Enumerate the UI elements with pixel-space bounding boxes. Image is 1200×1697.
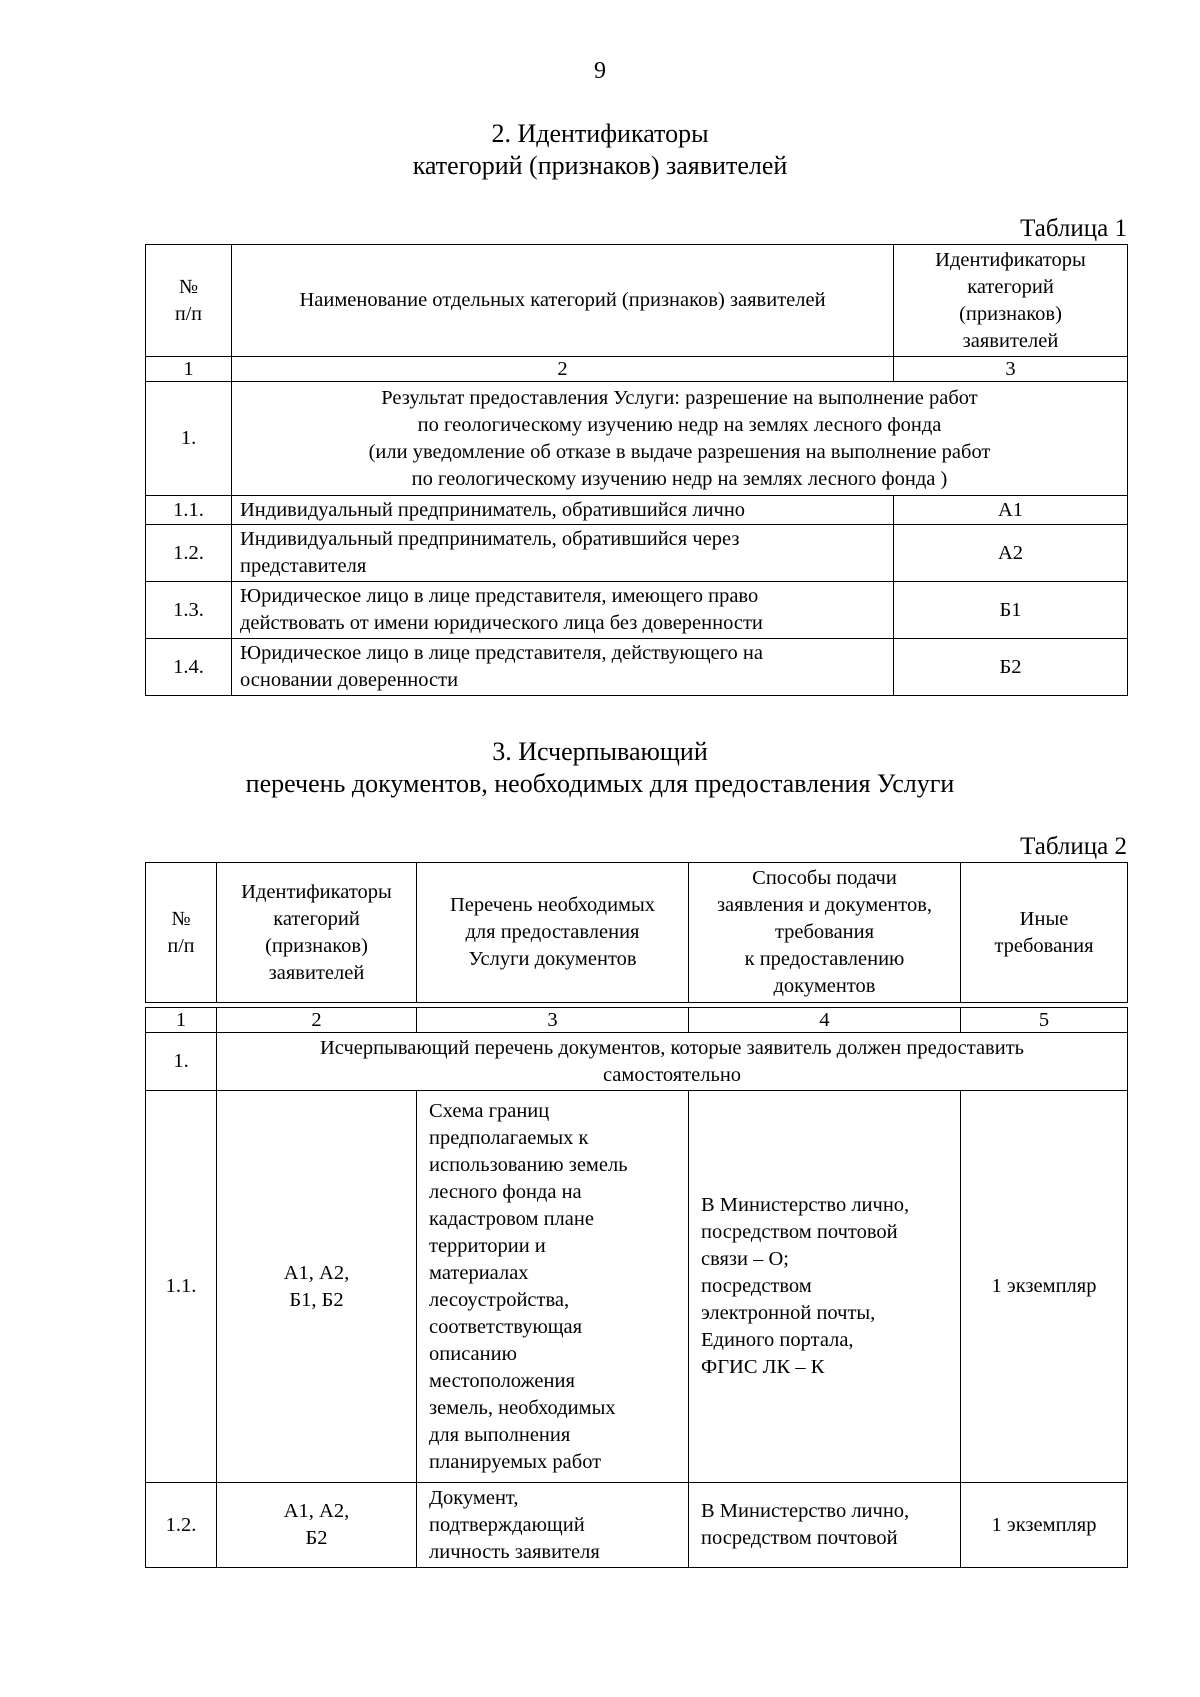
row-id: А1 <box>894 496 1128 525</box>
row-name-line: Индивидуальный предприниматель, обратившийся лично <box>240 498 746 521</box>
row-name-line: представителя <box>240 555 367 577</box>
row-method-line: связи – О; <box>701 1248 790 1270</box>
table-1-col-numbers-row <box>146 357 1128 382</box>
table-1-header-row <box>146 245 1128 357</box>
header-line: категорий <box>273 907 360 930</box>
table-1-header-num <box>146 245 232 357</box>
row-method-line: ФГИС ЛК – К <box>701 1356 825 1378</box>
group-num: 1. <box>146 1033 217 1091</box>
row-methods <box>689 1483 961 1568</box>
row-ids-line: Б2 <box>305 1527 328 1549</box>
group-text-line: Исчерпывающий перечень документов, которые заявитель должен предоставить <box>319 1036 1025 1059</box>
row-name-line: Юридическое лицо в лице представителя, имеющего право <box>240 585 759 607</box>
row-id: Б1 <box>894 582 1128 639</box>
table-1-header-id <box>894 245 1128 357</box>
row-doc-line: личность заявителя <box>429 1540 600 1563</box>
header-line: заявителей <box>962 329 1059 352</box>
table-2-header-other <box>961 863 1128 1003</box>
group-text <box>217 1033 1128 1091</box>
col-number: 3 <box>417 1008 689 1033</box>
col-number: 2 <box>232 357 894 382</box>
page-number: 9 <box>594 58 606 84</box>
section-2-title-line: 2. Идентификаторы <box>491 119 709 148</box>
group-text-line: самостоятельно <box>602 1063 742 1086</box>
header-line: п/п <box>167 934 195 957</box>
table-2 <box>145 862 1128 1568</box>
header-line: требования <box>994 934 1094 957</box>
section-2-title <box>0 118 1200 182</box>
row-doc-line: предполагаемых к <box>429 1126 589 1149</box>
row-ids-line: А1, А2, <box>283 1500 350 1522</box>
header-line: Идентификаторы <box>241 880 392 903</box>
table-2-header-docs <box>417 863 689 1003</box>
col-number: 2 <box>217 1008 417 1033</box>
header-line: для предоставления <box>465 921 640 943</box>
table-row <box>146 582 1128 639</box>
row-docs <box>417 1483 689 1568</box>
header-line: Услуги документов <box>468 948 637 970</box>
col-number: 4 <box>689 1008 961 1033</box>
row-method-line: Единого портала, <box>701 1329 854 1351</box>
row-num: 1.2. <box>146 525 232 582</box>
row-name <box>232 639 894 696</box>
row-doc-line: подтверждающий <box>429 1513 585 1536</box>
row-other: 1 экземпляр <box>961 1483 1128 1568</box>
row-num: 1.2. <box>146 1483 217 1568</box>
row-method-line: В Министерство лично, <box>701 1194 910 1216</box>
row-doc-line: использованию земель <box>429 1153 628 1176</box>
col-number: 3 <box>894 357 1128 382</box>
row-method-line: посредством <box>701 1275 812 1297</box>
section-3-title-line: перечень документов, необходимых для предоставления Услуги <box>245 769 955 798</box>
section-3-title-line: 3. Исчерпывающий <box>492 737 708 766</box>
table-row <box>146 1483 1128 1568</box>
row-ids-line: А1, А2, <box>283 1261 350 1284</box>
header-line: требования <box>774 921 875 943</box>
row-name-line: Индивидуальный предприниматель, обратившийся через <box>240 528 740 550</box>
table-2-caption: Таблица 2 <box>1020 833 1127 860</box>
row-name <box>232 496 894 525</box>
row-num: 1.1. <box>146 496 232 525</box>
table-2-header-ids <box>217 863 417 1003</box>
col-number: 1 <box>146 1008 217 1033</box>
row-docs <box>417 1091 689 1483</box>
row-doc-line: Схема границ <box>429 1099 550 1122</box>
section-3-title <box>0 736 1200 800</box>
row-other: 1 экземпляр <box>961 1091 1128 1483</box>
row-method-line: В Министерство лично, <box>701 1500 910 1522</box>
header-line: заявления и документов, <box>716 894 933 916</box>
header-line: № <box>171 907 191 930</box>
row-ids <box>217 1483 417 1568</box>
row-id: А2 <box>894 525 1128 582</box>
row-num: 1.3. <box>146 582 232 639</box>
col-number: 1 <box>146 357 232 382</box>
row-ids-line: Б1, Б2 <box>289 1288 344 1311</box>
row-doc-line: описанию <box>429 1342 517 1365</box>
header-line: (признаков) <box>265 934 368 957</box>
row-doc-line: материалах <box>429 1261 529 1284</box>
row-method-line: электронной почты, <box>701 1302 876 1324</box>
row-doc-line: для выполнения <box>429 1423 571 1446</box>
row-name-line: основании доверенности <box>240 669 459 691</box>
row-method-line: посредством почтовой <box>701 1527 898 1549</box>
table-2-group-row <box>146 1033 1128 1091</box>
row-doc-line: лесоустройства, <box>429 1288 570 1311</box>
table-row <box>146 496 1128 525</box>
col-number: 5 <box>961 1008 1128 1033</box>
header-line: Способы подачи <box>752 867 897 889</box>
row-id: Б2 <box>894 639 1128 696</box>
row-methods <box>689 1091 961 1483</box>
header-line: п/п <box>175 302 202 325</box>
group-text-line: (или уведомление об отказе в выдаче разрешения на выполнение работ <box>368 440 991 463</box>
group-num: 1. <box>146 382 232 496</box>
header-line: заявителей <box>268 961 365 984</box>
row-doc-line: местоположения <box>429 1369 575 1392</box>
group-text-line: по геологическому изучению недр на землях лесного фонда ) <box>411 467 948 490</box>
row-doc-line: кадастровом плане <box>429 1207 594 1230</box>
row-num: 1.1. <box>146 1091 217 1483</box>
section-2-title-line: категорий (признаков) заявителей <box>412 151 788 180</box>
row-doc-line: Документ, <box>429 1486 519 1509</box>
group-text-line: по геологическому изучению недр на землях лесного фонда <box>417 413 942 436</box>
row-name-line: действовать от имени юридического лица без доверенности <box>240 612 763 634</box>
row-ids <box>217 1091 417 1483</box>
row-doc-line: планируемых работ <box>429 1450 602 1473</box>
row-name <box>232 582 894 639</box>
header-line: Перечень необходимых <box>449 894 656 916</box>
row-method-line: посредством почтовой <box>701 1221 898 1243</box>
header-line: (признаков) <box>959 302 1062 325</box>
row-doc-line: земель, необходимых <box>429 1396 616 1419</box>
table-1-header-name: Наименование отдельных категорий (признаков) заявителей <box>232 245 894 357</box>
header-line: документов <box>773 975 876 997</box>
table-1-group-row <box>146 382 1128 496</box>
group-text-line: Результат предоставления Услуги: разрешение на выполнение работ <box>381 386 978 409</box>
table-row <box>146 525 1128 582</box>
group-text <box>232 382 1128 496</box>
header-line: № <box>178 275 199 298</box>
table-2-header-row <box>146 863 1128 1003</box>
table-1 <box>145 244 1128 696</box>
header-line: Иные <box>1019 907 1069 930</box>
table-row <box>146 639 1128 696</box>
row-name <box>232 525 894 582</box>
row-num: 1.4. <box>146 639 232 696</box>
table-1-caption: Таблица 1 <box>1020 215 1127 242</box>
table-2-col-numbers-row <box>146 1008 1128 1033</box>
header-line: к предоставлению <box>744 948 905 970</box>
row-doc-line: территории и <box>429 1234 546 1257</box>
table-row <box>146 1091 1128 1483</box>
row-doc-line: соответствующая <box>429 1315 583 1338</box>
header-line: категорий <box>967 275 1054 298</box>
table-2-header-num <box>146 863 217 1003</box>
row-doc-line: лесного фонда на <box>429 1180 582 1203</box>
row-name-line: Юридическое лицо в лице представителя, действующего на <box>240 642 763 664</box>
header-line: Идентификаторы <box>935 248 1086 271</box>
table-2-header-methods <box>689 863 961 1003</box>
